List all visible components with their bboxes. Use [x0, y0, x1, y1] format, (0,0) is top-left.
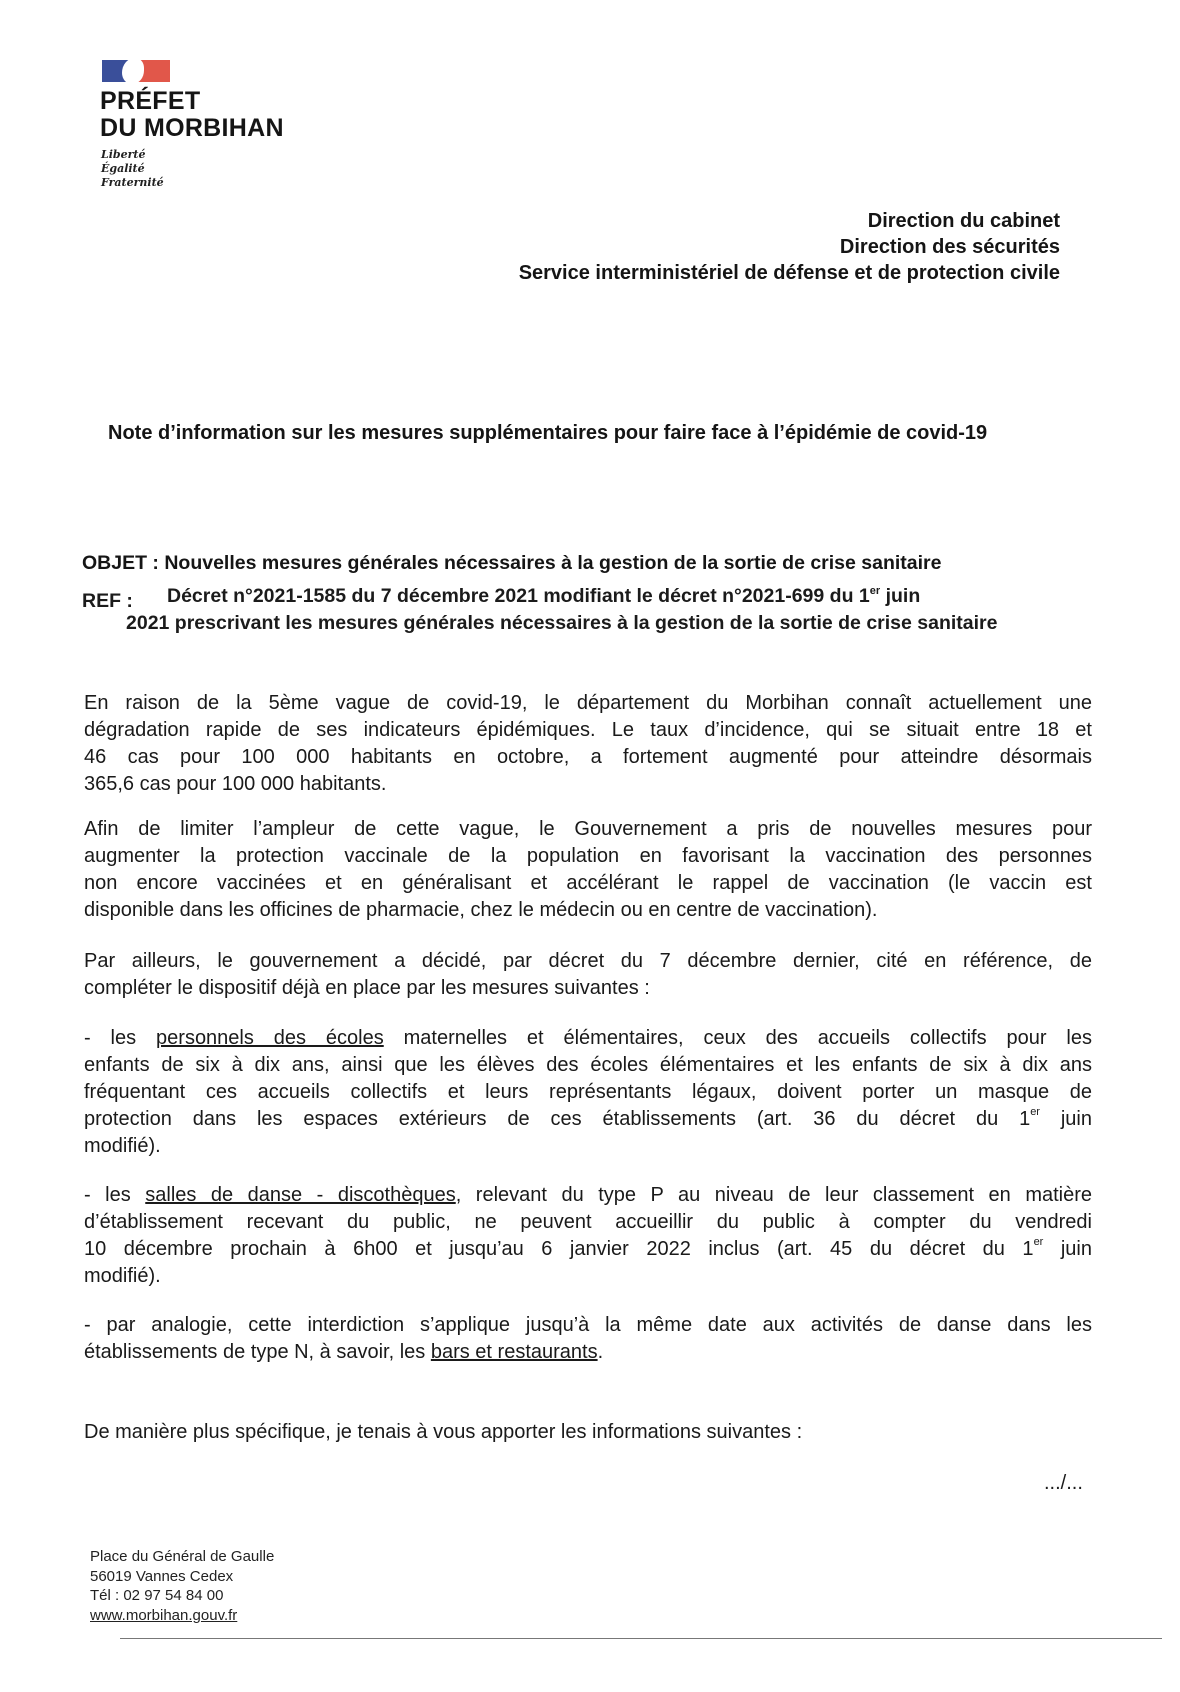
- paragraph-line: fréquentant ces accueils collectifs et leurs représentants légaux, doivent porter un masque de: [84, 1081, 1092, 1103]
- ref-label: REF :: [82, 590, 133, 612]
- paragraph-line: non encore vaccinées et en généralisant et accélérant le rappel de vaccination (le vaccin est: [84, 872, 1092, 894]
- text: .: [597, 1341, 604, 1363]
- note-title: Note d’information sur les mesures supplémentaires pour faire face à l’épidémie de covid-19: [108, 422, 988, 444]
- paragraph-line: 365,6 cas pour 100 000 habitants.: [84, 773, 387, 795]
- measure-bars-restaurants: [84, 1312, 1092, 1366]
- text: établissements de type N, à savoir, les: [84, 1341, 431, 1363]
- republic-motto: [101, 148, 164, 190]
- text: - les: [84, 1184, 146, 1206]
- ref-line-2: 2021 prescrivant les mesures générales nécessaires à la gestion de la sortie de crise sanitaire: [126, 612, 998, 634]
- footer-street: Place du Général de Gaulle: [90, 1548, 275, 1565]
- paragraph-line: enfants de six à dix ans, ainsi que les élèves des écoles élémentaires et les enfants de six à dix ans: [84, 1054, 1092, 1076]
- footer-city: 56019 Vannes Cedex: [90, 1567, 234, 1585]
- paragraph-line: [84, 1339, 1092, 1366]
- motto-liberte: Liberté: [101, 148, 146, 161]
- underlined-text: personnels des écoles: [156, 1027, 384, 1049]
- paragraph-context: [84, 690, 1092, 798]
- paragraph-line: [84, 1182, 1092, 1209]
- superscript: er: [1033, 1236, 1044, 1248]
- footer-website-link[interactable]: www.morbihan.gouv.fr: [90, 1606, 238, 1624]
- text: juin: [1039, 1108, 1092, 1130]
- paragraph-line: Afin de limiter l’ampleur de cette vague, le Gouvernement a pris de nouvelles mesures pour: [84, 818, 1092, 840]
- text: protection dans les espaces extérieurs de ces établissements (art. 36 du décret du 1: [84, 1108, 1031, 1130]
- ref-line-1: [167, 585, 920, 608]
- service-line: Service interministériel de défense et de protection civile: [518, 262, 1060, 284]
- ref-superscript: er: [869, 585, 881, 597]
- text: 10 décembre prochain à 6h00 et jusqu’au 6 janvier 2022 inclus (art. 45 du décret du 1: [84, 1238, 1034, 1260]
- paragraph-line: compléter le dispositif déjà en place par les mesures suivantes :: [84, 977, 650, 999]
- paragraph-line: d’établissement recevant du public, ne peuvent accueillir du public à compter du vendredi: [84, 1211, 1092, 1233]
- motto-egalite: Égalité: [101, 162, 145, 175]
- continued-marker: .../...: [1044, 1472, 1083, 1494]
- paragraph-vaccination: [84, 816, 1092, 924]
- paragraph-line: Par ailleurs, le gouvernement a décidé, par décret du 7 décembre dernier, cité en référence, de: [84, 950, 1092, 972]
- paragraph-intro-specific: [84, 1419, 1092, 1446]
- paragraph-line: augmenter la protection vaccinale de la population en favorisant la vaccination des personnes: [84, 845, 1092, 867]
- paragraph-decree: [84, 948, 1092, 1002]
- underlined-text: salles de danse - discothèques: [145, 1184, 456, 1206]
- paragraph-line: - par analogie, cette interdiction s’applique jusqu’à la même date aux activités de danse dans les: [84, 1314, 1092, 1336]
- superscript: er: [1030, 1106, 1040, 1118]
- paragraph-line: disponible dans les officines de pharmacie, chez le médecin ou en centre de vaccination).: [84, 899, 878, 921]
- marianne-logo: [102, 58, 172, 84]
- paragraph-line: modifié).: [84, 1135, 161, 1157]
- issuing-services: [519, 208, 1060, 286]
- footer-phone: Tél : 02 97 54 84 00: [90, 1587, 224, 1604]
- service-line: Direction du cabinet: [867, 210, 1060, 232]
- underlined-text: bars et restaurants: [430, 1341, 598, 1363]
- measure-discotheques: [84, 1182, 1092, 1290]
- prefet-line-1: PRÉFET: [100, 87, 201, 115]
- measure-schools: [84, 1025, 1092, 1160]
- paragraph-line: dégradation rapide de ses indicateurs épidémiques. Le taux d’incidence, qui se situait entre 18 et: [84, 719, 1092, 741]
- service-line: Direction des sécurités: [839, 236, 1060, 258]
- paragraph-line: [84, 1025, 1092, 1052]
- paragraph-line: En raison de la 5ème vague de covid-19, le département du Morbihan connaît actuellement une: [84, 692, 1092, 714]
- prefet-line-2: DU MORBIHAN: [100, 114, 284, 142]
- text: , relevant du type P au niveau de leur classement en matière: [455, 1184, 1093, 1206]
- footer-address: [90, 1547, 274, 1625]
- footer-divider: [120, 1638, 1162, 1639]
- text: maternelles et élémentaires, ceux des accueils collectifs pour les: [383, 1027, 1092, 1049]
- objet-line: OBJET : Nouvelles mesures générales nécessaires à la gestion de la sortie de crise sanitaire: [82, 552, 942, 574]
- text: juin: [1043, 1238, 1092, 1260]
- paragraph-line: De manière plus spécifique, je tenais à vous apporter les informations suivantes :: [84, 1421, 803, 1443]
- prefet-title: [100, 88, 284, 142]
- ref-text: Décret n°2021-1585 du 7 décembre 2021 modifiant le décret n°2021-699 du 1: [167, 585, 870, 607]
- text: - les: [84, 1027, 157, 1049]
- paragraph-line: 46 cas pour 100 000 habitants en octobre, a fortement augmenté pour atteindre désormais: [84, 746, 1092, 768]
- paragraph-line: modifié).: [84, 1265, 161, 1287]
- paragraph-line: [84, 1236, 1092, 1263]
- ref-text: juin: [880, 585, 921, 607]
- paragraph-line: [84, 1106, 1092, 1133]
- motto-fraternite: Fraternité: [101, 176, 164, 189]
